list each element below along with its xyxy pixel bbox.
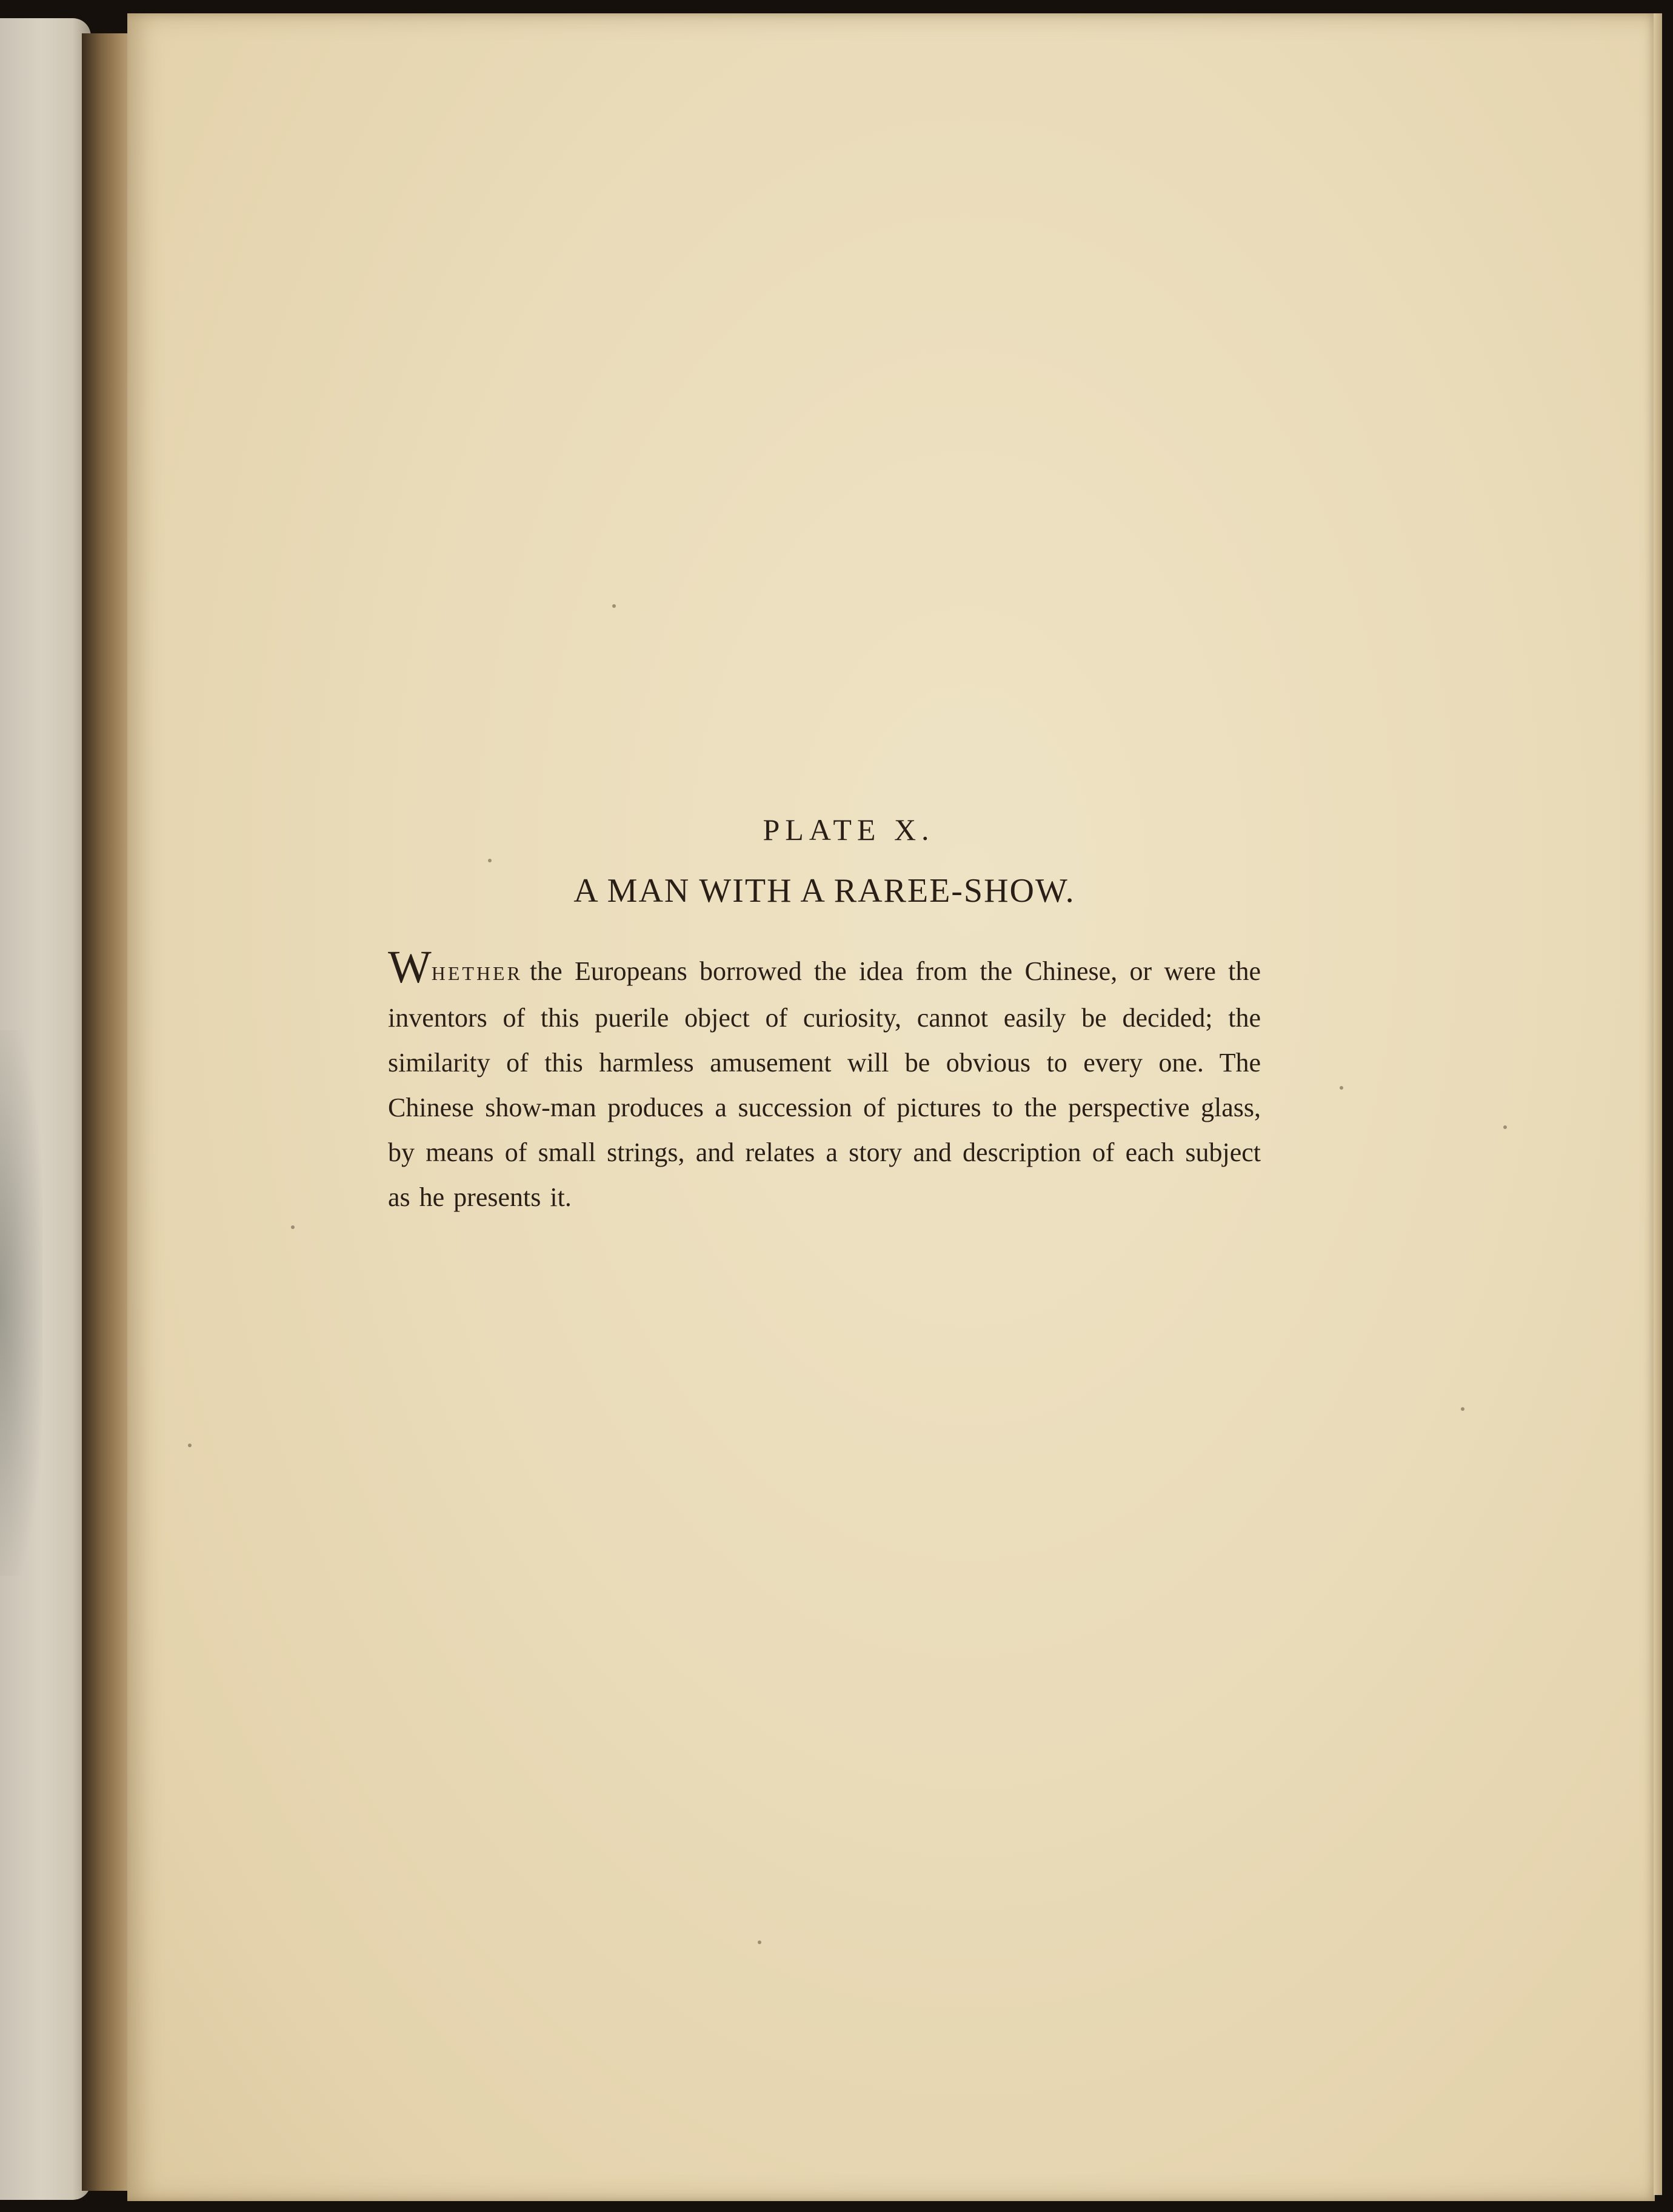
paper-speck	[291, 1225, 295, 1229]
paper-speck	[1340, 1086, 1343, 1090]
left-page-show-through	[0, 1030, 42, 1576]
plate-title: PLATE X.	[763, 813, 935, 847]
paper-speck	[758, 1940, 761, 1944]
paper-speck	[188, 1444, 192, 1447]
plate-description	[388, 812, 1261, 1220]
plate-subtitle: A MAN WITH A RAREE-SHOW.	[573, 872, 1075, 910]
paper-speck	[1503, 1125, 1507, 1129]
body-paragraph	[388, 942, 1261, 1220]
paper-speck	[612, 604, 616, 608]
paper-speck	[1461, 1407, 1464, 1411]
page-fore-edge	[1654, 13, 1662, 2195]
body-text: the Europeans borrowed the idea from the Chinese, or were the inventors of this puerile object of curiosity, cannot easily be decided; the similarity of this harmless amusement will be obvious to every one. The Chinese show-man produces a succession of pictures to the perspective glass, by means of small strings, and relates a story and description of each subject as he presents it.	[388, 956, 1261, 1212]
lead-small-caps: HETHER	[431, 962, 523, 984]
drop-cap: W	[388, 942, 432, 993]
